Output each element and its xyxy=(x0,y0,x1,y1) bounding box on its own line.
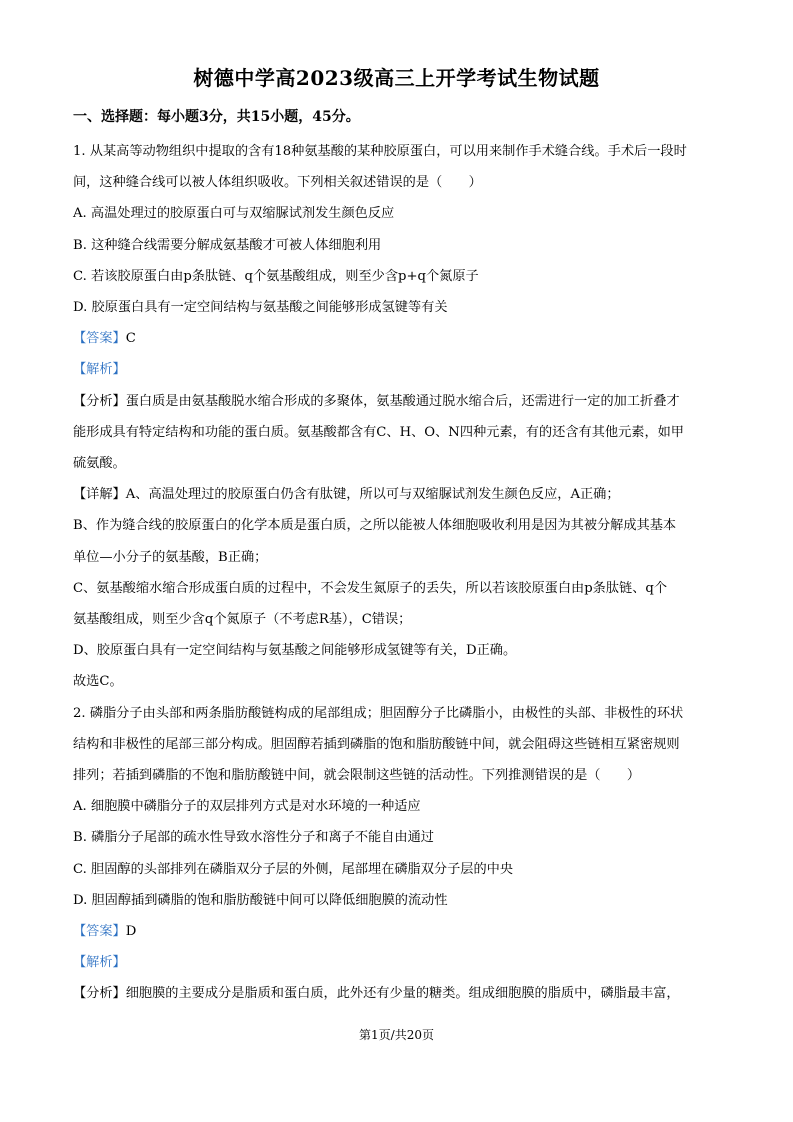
q1-option-b: B. 这种缝合线需要分解成氨基酸才可被人体细胞利用 xyxy=(73,237,382,253)
page-title: 树德中学高2023级高三上开学考试生物试题 xyxy=(193,66,600,90)
q1-stem-line-1: 1. 从某高等动物组织中提取的含有18种氨基酸的某种胶原蛋白，可以用来制作手术缝合线。手术后一段时 xyxy=(73,144,687,159)
q1-xiangjie-b-line-1: B、作为缝合线的胶原蛋白的化学本质是蛋白质，之所以能被人体细胞吸收利用是因为其被分解成其基本 xyxy=(73,518,677,534)
q1-xiangjie-a xyxy=(73,479,723,510)
q1-fenxi-line-2: 能形成具有特定结构和功能的蛋白质。氨基酸都含有C、H、O、N四种元素，有的还含有其他元素，如甲 xyxy=(73,424,684,440)
q2-fenxi-line-1 xyxy=(73,978,723,1009)
q2-stem-line-2: 结构和非极性的尾部三部分构成。胆固醇若插到磷脂的饱和脂肪酸链中间，就会阻碍这些链相互紧密规则 xyxy=(73,736,680,752)
q1-xiangjie-c-line-1: C、氨基酸缩水缩合形成蛋白质的过程中，不会发生氮原子的丢失，所以若该胶原蛋白由p条肽链、q个 xyxy=(73,580,668,596)
q1-answer-label: 【答案】 xyxy=(73,331,126,347)
q1-fenxi-line-1 xyxy=(73,386,723,417)
q2-option-a: A. 细胞膜中磷脂分子的双层排列方式是对水环境的一种适应 xyxy=(73,799,421,815)
q1-xiangjie-a-text: A、高温处理过的胶原蛋白仍含有肽键，所以可与双缩脲试剂发生颜色反应，A正确； xyxy=(125,487,620,503)
q1-option-d: D. 胶原蛋白具有一定空间结构与氨基酸之间能够形成氢键等有关 xyxy=(73,300,448,316)
q1-analysis-label: 【解析】 xyxy=(73,362,126,378)
q2-fenxi-label: 【分析】 xyxy=(73,986,126,1002)
document-body xyxy=(73,136,723,1010)
q1-fenxi-label: 【分析】 xyxy=(73,393,126,409)
q1-answer xyxy=(73,323,723,354)
q2-analysis-label: 【解析】 xyxy=(73,955,126,971)
q1-option-a: A. 高温处理过的胶原蛋白可与双缩脲试剂发生颜色反应 xyxy=(73,206,395,222)
q1-option-c: C. 若该胶原蛋白由p条肽链、q个氨基酸组成，则至少含p+q个氮原子 xyxy=(73,268,479,284)
q2-option-b: B. 磷脂分子尾部的疏水性导致水溶性分子和离子不能自由通过 xyxy=(73,830,434,846)
q1-fenxi-line-3: 硫氨酸。 xyxy=(73,456,126,472)
q1-xiangjie-d: D、胶原蛋白具有一定空间结构与氨基酸之间能够形成氢键等有关，D正确。 xyxy=(73,643,517,659)
q2-answer-value: D xyxy=(125,924,137,940)
q2-option-c: C. 胆固醇的头部排列在磷脂双分子层的外侧，尾部埋在磷脂双分子层的中央 xyxy=(73,861,514,877)
q2-answer xyxy=(73,916,723,947)
page-footer: 第1页/共20页 xyxy=(359,1028,434,1042)
q1-fenxi-text-1: 蛋白质是由氨基酸脱水缩合形成的多聚体，氨基酸通过脱水缩合后，还需进行一定的加工折叠才 xyxy=(125,393,680,409)
q2-answer-label: 【答案】 xyxy=(73,924,126,940)
q1-conclusion: 故选C。 xyxy=(73,674,123,690)
section-heading: 一、选择题：每小题3分，共15小题，45分。 xyxy=(73,109,360,125)
q1-xiangjie-b-line-2: 单位—小分子的氨基酸，B正确； xyxy=(73,549,268,565)
q2-stem-line-3: 排列；若插到磷脂的不饱和脂肪酸链中间，就会限制这些链的活动性。下列推测错误的是（ ） xyxy=(73,768,641,784)
q1-xiangjie-label: 【详解】 xyxy=(73,487,126,503)
q1-answer-value: C xyxy=(125,331,136,347)
q2-stem-line-1: 2. 磷脂分子由头部和两条脂肪酸链构成的尾部组成；胆固醇分子比磷脂小，由极性的头部、非极性的环状 xyxy=(73,705,684,721)
q2-option-d: D. 胆固醇插到磷脂的饱和脂肪酸链中间可以降低细胞膜的流动性 xyxy=(73,892,448,908)
q1-stem-line-2: 间，这种缝合线可以被人体组织吸收。下列相关叙述错误的是（ ） xyxy=(73,175,482,191)
q1-xiangjie-c-line-2: 氨基酸组成，则至少含q个氮原子（不考虑R基），C错误； xyxy=(73,612,412,628)
q2-fenxi-text-1: 细胞膜的主要成分是脂质和蛋白质，此外还有少量的糖类。组成细胞膜的脂质中，磷脂最丰富， xyxy=(125,986,680,1002)
